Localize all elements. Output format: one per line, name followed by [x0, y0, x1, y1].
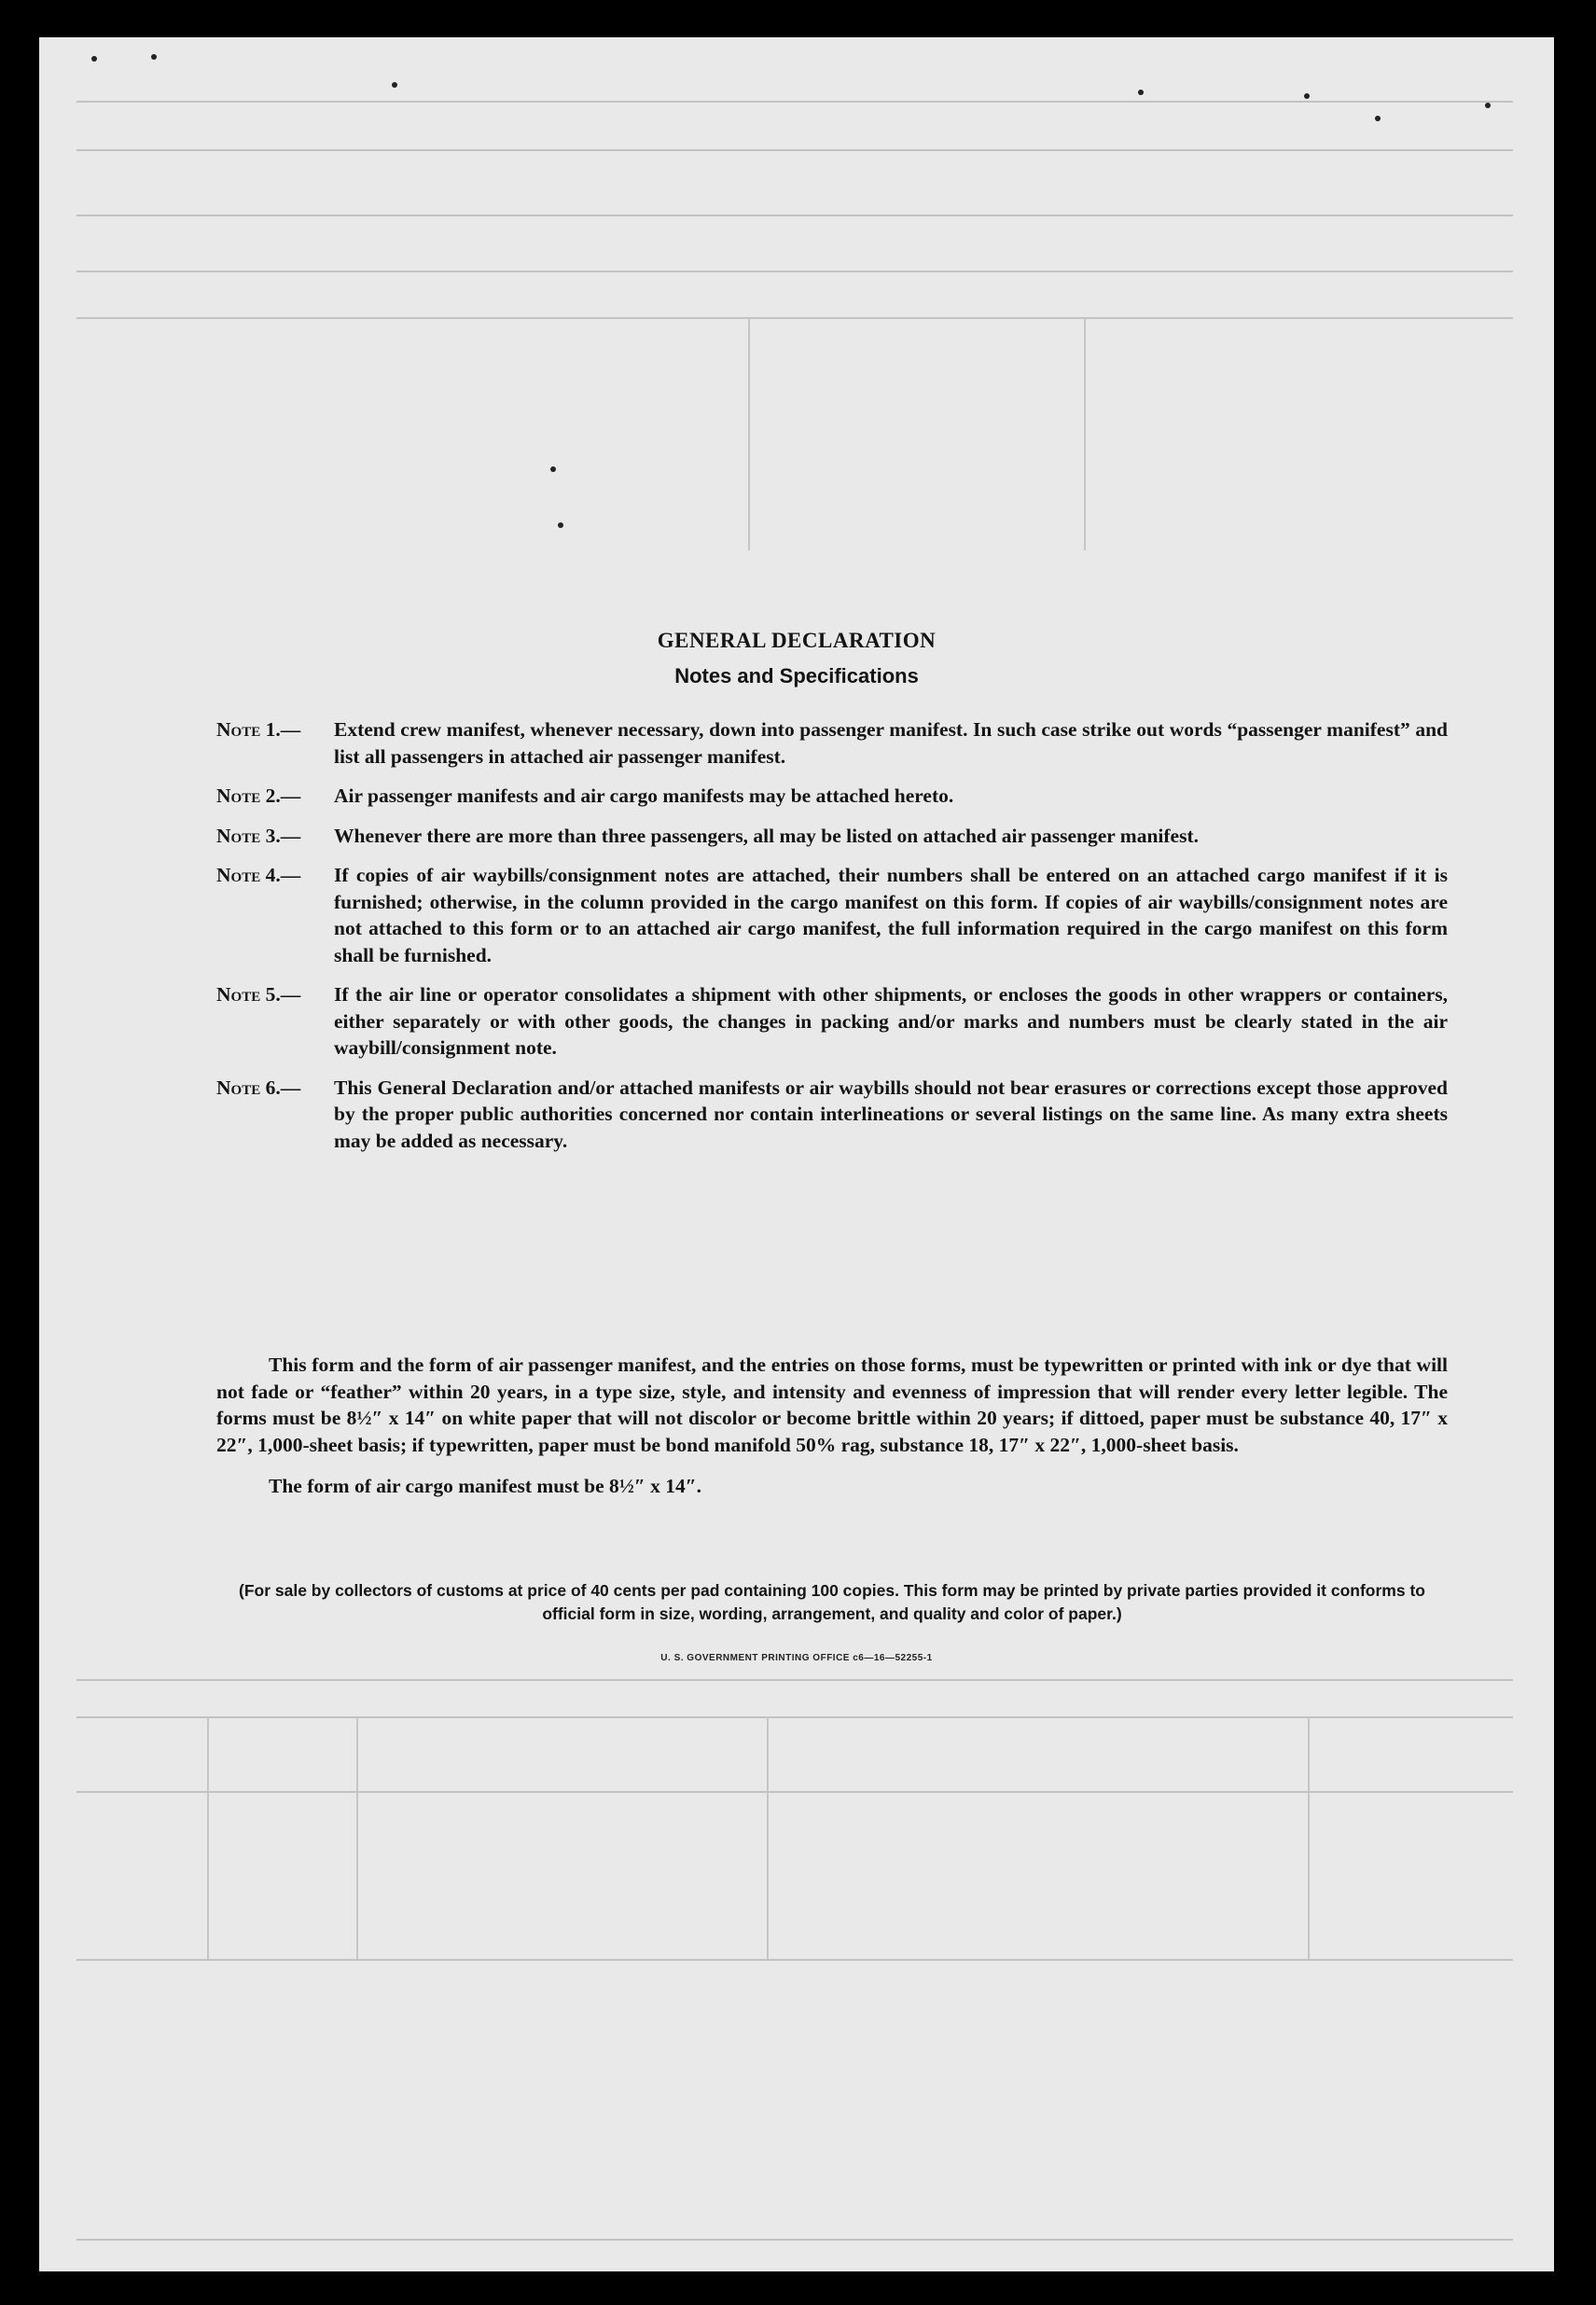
note-text: Extend crew manifest, whenever necessary, down into passenger manifest. In such case strike out words “passenger manifest” and list all passengers in attached air passenger manifest.	[334, 718, 1448, 768]
printing-office-imprint: U. S. GOVERNMENT PRINTING OFFICE c6—16—52255-1	[660, 1653, 933, 1663]
note-text: If copies of air waybills/consignment notes are attached, their numbers shall be entered on an attached cargo manifest if it is furnished; otherwise, in the column provided in the cargo manifest on this form. If copies of air waybills/consignment notes are not attached to this form or to an attached air cargo manifest, the full information required in the cargo manifest on this form shall be furnished.	[334, 864, 1448, 966]
note-label: Note 4.—	[216, 864, 301, 886]
document-page	[39, 37, 1554, 2271]
note-5	[216, 981, 1448, 1062]
note-text: Air passenger manifests and air cargo manifests may be attached hereto.	[334, 785, 954, 807]
page-subtitle: Notes and Specifications	[674, 664, 919, 687]
note-1	[216, 716, 1448, 770]
page-title: GENERAL DECLARATION	[657, 629, 937, 652]
note-text: Whenever there are more than three passengers, all may be listed on attached air passenger manifest.	[334, 824, 1199, 847]
note-text: This General Declaration and/or attached manifests or air waybills should not bear erasures or corrections except those approved by the proper public authorities concerned nor contain interlineations or several listings on the same line. As many extra sheets may be added as necessary.	[334, 1076, 1448, 1152]
form-requirements-paragraph: This form and the form of air passenger manifest, and the entries on those forms, must be typewritten or printed with ink or dye that will not fade or “feather” within 20 years, in a type size, style, and intensity and evenness of impression that will render every letter legible. The forms must be 8½″ x 14″ on white paper that will not discolor or become brittle within 20 years; if dittoed, paper must be substance 40, 17″ x 22″, 1,000-sheet basis; if typewritten, paper must be bond manifold 50% rag, substance 18, 17″ x 22″, 1,000-sheet basis.	[216, 1354, 1448, 1456]
note-4	[216, 862, 1448, 968]
sale-note: (For sale by collectors of customs at price of 40 cents per pad containing 100 copies. This form may be printed by private parties provided it conforms to official form in size, wording, arrangement, and quality and color of paper.)	[239, 1581, 1425, 1623]
note-label: Note 2.—	[216, 785, 301, 807]
note-3	[216, 823, 1448, 850]
note-label: Note 5.—	[216, 983, 301, 1006]
note-label: Note 1.—	[216, 718, 301, 741]
cargo-manifest-paragraph: The form of air cargo manifest must be 8½″ x 14″.	[269, 1475, 702, 1497]
note-6	[216, 1075, 1448, 1155]
note-2	[216, 783, 1448, 810]
note-label: Note 3.—	[216, 824, 301, 847]
notes-list	[216, 716, 1448, 1167]
note-label: Note 6.—	[216, 1076, 301, 1099]
note-text: If the air line or operator consolidates a shipment with other shipments, or encloses the goods in other wrappers or containers, either separately or with other goods, the changes in packing and/or marks and numbers must be clearly stated in the air waybill/consignment note.	[334, 983, 1448, 1059]
